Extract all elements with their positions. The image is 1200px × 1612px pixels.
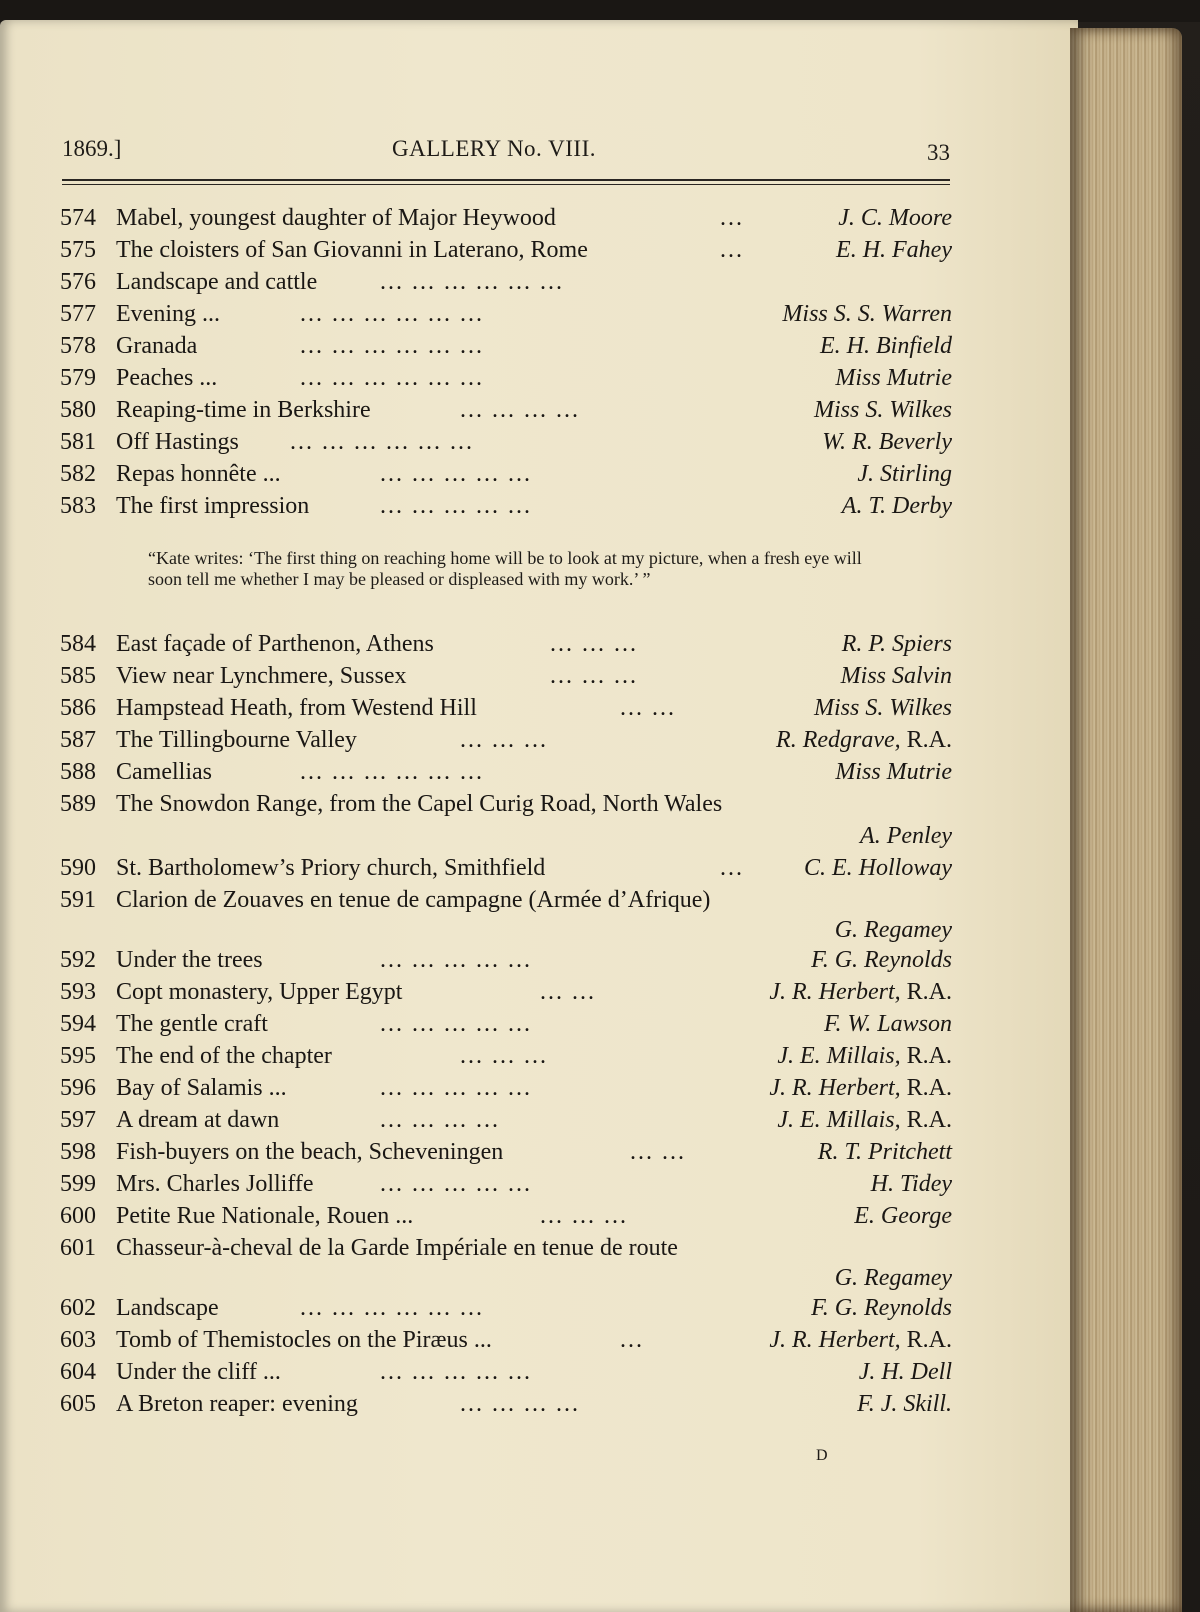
entry-artist: [871, 1168, 952, 1200]
leader-dots: ... ... ...: [550, 631, 638, 657]
leader-dots: ... ... ... ... ... ...: [380, 269, 564, 295]
leader-dots: ...: [720, 205, 744, 231]
entry-title: Hampstead Heath, from Westend Hill: [116, 695, 477, 721]
leader-dots: ... ... ...: [550, 663, 638, 689]
leader-dots: ... ... ... ... ... ...: [300, 1295, 484, 1321]
artist-name: J. R. Herbert,: [769, 1075, 901, 1101]
catalogue-entry: [60, 628, 952, 660]
artist-name: H. Tidey: [870, 1171, 952, 1197]
artist-name: C. E. Holloway: [804, 855, 952, 881]
entry-artist: [841, 660, 952, 692]
entry-title: Tomb of Themistocles on the Piræus ...: [116, 1327, 492, 1353]
entry-number: 605: [60, 1391, 96, 1417]
entry-number: 603: [60, 1327, 96, 1353]
entry-artist: [804, 852, 952, 884]
entry-title: Evening ...: [116, 301, 220, 327]
book-top-edge: [0, 0, 1200, 22]
quotation-note: “Kate writes: ‘The first thing on reaching home will be to look at my picture, when a fresh eye will soon tell me whether I may be pleased or displeased with my work.’ ”: [148, 548, 862, 589]
entry-number: 574: [60, 205, 96, 231]
artist-suffix: R.A.: [900, 727, 952, 753]
entry-title: Mrs. Charles Jolliffe: [116, 1171, 314, 1197]
catalogue-entry: [60, 976, 952, 1008]
catalogue-entry: [60, 788, 952, 820]
catalogue-entry: [60, 1356, 952, 1388]
entry-number: 576: [60, 269, 96, 295]
artist-suffix: R.A.: [900, 1107, 952, 1133]
entry-artist: [835, 756, 952, 788]
leader-dots: ... ... ... ... ...: [380, 461, 532, 487]
leader-dots: ... ... ... ... ... ...: [300, 333, 484, 359]
artist-name: J. E. Millais,: [777, 1107, 901, 1133]
entry-title: The Tillingbourne Valley: [116, 727, 357, 753]
leader-dots: ... ... ... ... ...: [380, 1171, 532, 1197]
leader-dots: ... ... ...: [460, 727, 548, 753]
entry-number: 581: [60, 429, 96, 455]
catalogue-entry: [60, 1040, 952, 1072]
artist-name: Miss S. Wilkes: [814, 695, 952, 721]
leader-dots: ... ...: [630, 1139, 686, 1165]
entry-artist-wrapped: A. Penley: [860, 823, 952, 849]
artist-name: E. George: [854, 1203, 952, 1229]
artist-suffix: R.A.: [900, 979, 952, 1005]
leader-dots: ...: [720, 855, 744, 881]
entry-artist: [814, 692, 952, 724]
catalogue-entry: [60, 1388, 952, 1420]
artist-name: F. J. Skill.: [857, 1391, 952, 1417]
entry-number: 583: [60, 493, 96, 519]
page-header: [62, 136, 950, 176]
catalogue-entry: [60, 1232, 952, 1264]
entry-number: 582: [60, 461, 96, 487]
catalogue-entry: [60, 852, 952, 884]
entry-number: 592: [60, 947, 96, 973]
catalogue-entry: [60, 458, 952, 490]
entry-artist: [777, 1104, 952, 1136]
entry-artist: [769, 976, 952, 1008]
entry-artist: W. R. Beverly: [822, 429, 952, 455]
entry-number: 590: [60, 855, 96, 881]
artist-name: R. T. Pritchett: [817, 1139, 952, 1165]
running-head-year: 1869.]: [62, 136, 122, 161]
entry-number: 595: [60, 1043, 96, 1069]
entry-title: Off Hastings: [116, 429, 239, 455]
entry-number: 596: [60, 1075, 96, 1101]
artist-name: F. G. Reynolds: [811, 1295, 952, 1321]
entry-artist: [769, 1072, 952, 1104]
entry-title: Mabel, youngest daughter of Major Heywood: [116, 205, 556, 231]
leader-dots: ... ... ... ...: [460, 1391, 580, 1417]
entry-number: 597: [60, 1107, 96, 1133]
entry-title: East façade of Parthenon, Athens: [116, 631, 434, 657]
entry-title: Granada: [116, 333, 198, 359]
leader-dots: ... ... ...: [460, 1043, 548, 1069]
leader-dots: ... ... ... ...: [460, 397, 580, 423]
artist-name: F. G. Reynolds: [811, 947, 952, 973]
entry-artist: [859, 1356, 952, 1388]
entry-artist: E. H. Binfield: [820, 333, 952, 359]
artist-suffix: R.A.: [900, 1075, 952, 1101]
entry-number: 587: [60, 727, 96, 753]
leader-dots: ... ... ... ... ... ...: [300, 759, 484, 785]
artist-name: Miss Mutrie: [835, 759, 952, 785]
catalogue-entry: [60, 1168, 952, 1200]
leader-dots: ... ... ...: [540, 1203, 628, 1229]
entry-artist: [769, 1324, 952, 1356]
entry-artist: A. T. Derby: [841, 493, 952, 519]
entry-number: 586: [60, 695, 96, 721]
artist-name: J. R. Herbert,: [769, 1327, 901, 1353]
entry-artist: [857, 1388, 952, 1420]
artist-name: Miss Salvin: [840, 663, 952, 689]
entry-number: 593: [60, 979, 96, 1005]
entry-artist: E. H. Fahey: [836, 237, 952, 263]
entry-title: A dream at dawn: [116, 1107, 280, 1133]
entry-artist: [777, 1040, 952, 1072]
entry-artist: [811, 1292, 952, 1324]
catalogue-entry: [60, 756, 952, 788]
entry-number: 580: [60, 397, 96, 423]
entry-number: 598: [60, 1139, 96, 1165]
entry-number: 584: [60, 631, 96, 657]
catalogue-entry: [60, 1136, 952, 1168]
catalogue-entry: [60, 1292, 952, 1324]
entry-number: 599: [60, 1171, 96, 1197]
catalogue-entry: [60, 266, 952, 298]
entry-number: 602: [60, 1295, 96, 1321]
entry-number: 579: [60, 365, 96, 391]
signature-mark: D: [816, 1447, 828, 1464]
catalogue-entry: [60, 490, 952, 522]
entry-title: The gentle craft: [116, 1011, 268, 1037]
entry-artist: [824, 1008, 952, 1040]
entry-artist: J. Stirling: [857, 461, 952, 487]
entry-number: 588: [60, 759, 96, 785]
catalogue-entry: [60, 1200, 952, 1232]
leader-dots: ... ... ... ... ... ...: [290, 429, 474, 455]
artist-suffix: R.A.: [900, 1043, 952, 1069]
entry-artist: [776, 724, 952, 756]
artist-name: J. R. Herbert,: [769, 979, 901, 1005]
entry-number: 575: [60, 237, 96, 263]
artist-name: R. Redgrave,: [776, 727, 901, 753]
entry-title: St. Bartholomew’s Priory church, Smithfield: [116, 855, 546, 881]
artist-name: R. P. Spiers: [841, 631, 952, 657]
entry-artist: [842, 628, 952, 660]
catalogue-entry: [60, 692, 952, 724]
entry-artist-wrapped: G. Regamey: [834, 917, 952, 943]
leader-dots: ... ... ... ...: [380, 1107, 500, 1133]
entry-title: Landscape: [116, 1295, 219, 1321]
entry-number: 585: [60, 663, 96, 689]
page-fore-edge: [1070, 28, 1182, 1612]
entry-title: A Breton reaper: evening: [116, 1391, 358, 1417]
entry-title: Under the cliff ...: [116, 1359, 281, 1385]
entry-title: The Snowdon Range, from the Capel Curig Road, North Wales: [116, 791, 723, 817]
leader-dots: ... ... ... ... ...: [380, 493, 532, 519]
entry-title: Peaches ...: [116, 365, 218, 391]
leader-dots: ... ... ... ... ...: [380, 1075, 532, 1101]
entry-artist: [818, 1136, 952, 1168]
catalogue-entry: [60, 202, 952, 234]
entry-title: View near Lynchmere, Sussex: [116, 663, 407, 689]
entry-title: Clarion de Zouaves en tenue de campagne (Armée d’Afrique): [116, 887, 711, 913]
entry-title: Chasseur-à-cheval de la Garde Impériale en tenue de route: [116, 1235, 678, 1261]
leader-dots: ...: [720, 237, 744, 263]
catalogue-entry: [60, 234, 952, 266]
entry-artist: J. C. Moore: [838, 205, 952, 231]
leader-dots: ... ... ... ... ... ...: [300, 365, 484, 391]
entry-artist: Miss Mutrie: [835, 365, 952, 391]
entry-title: Reaping-time in Berkshire: [116, 397, 371, 423]
entry-artist: Miss S. S. Warren: [782, 301, 952, 327]
entry-artist: [854, 1200, 952, 1232]
catalogue-entry: [60, 724, 952, 756]
header-rule-thick: [62, 179, 950, 181]
entry-number: 601: [60, 1235, 96, 1261]
header-rule-thin: [62, 184, 950, 185]
entry-artist: [811, 944, 952, 976]
artist-suffix: R.A.: [900, 1327, 952, 1353]
entry-title: Petite Rue Nationale, Rouen ...: [116, 1203, 414, 1229]
entry-title: The end of the chapter: [116, 1043, 332, 1069]
entry-number: 578: [60, 333, 96, 359]
catalogue-entry: [60, 298, 952, 330]
leader-dots: ...: [620, 1327, 644, 1353]
entry-title: Under the trees: [116, 947, 263, 973]
entry-title: Bay of Salamis ...: [116, 1075, 287, 1101]
entry-number: 591: [60, 887, 96, 913]
catalogue-entry: [60, 330, 952, 362]
catalogue-entry: [60, 394, 952, 426]
entry-artist: Miss S. Wilkes: [814, 397, 952, 423]
artist-name: F. W. Lawson: [823, 1011, 952, 1037]
entry-number: 589: [60, 791, 96, 817]
catalogue-entry: [60, 1008, 952, 1040]
entry-number: 604: [60, 1359, 96, 1385]
entry-title: The cloisters of San Giovanni in Laterano, Rome: [116, 237, 588, 263]
catalogue-entry: [60, 660, 952, 692]
catalogue-entry: [60, 944, 952, 976]
entry-title: Repas honnête ...: [116, 461, 281, 487]
catalogue-entry: [60, 1104, 952, 1136]
artist-name: J. H. Dell: [858, 1359, 952, 1385]
entry-number: 594: [60, 1011, 96, 1037]
catalogue-entry: [60, 362, 952, 394]
entry-title: Landscape and cattle: [116, 269, 318, 295]
entry-number: 577: [60, 301, 96, 327]
entry-title: Camellias: [116, 759, 212, 785]
entry-title: The first impression: [116, 493, 310, 519]
leader-dots: ... ... ... ... ...: [380, 947, 532, 973]
page-number: 33: [927, 140, 950, 165]
leader-dots: ... ... ... ... ...: [380, 1011, 532, 1037]
catalogue-entry: [60, 1072, 952, 1104]
leader-dots: ... ... ... ... ...: [380, 1359, 532, 1385]
running-head-gallery: GALLERY No. VIII.: [392, 136, 596, 161]
catalogue-entry: [60, 426, 952, 458]
leader-dots: ... ...: [540, 979, 596, 1005]
leader-dots: ... ...: [620, 695, 676, 721]
artist-name: J. E. Millais,: [777, 1043, 901, 1069]
catalogue-entry: [60, 884, 952, 916]
entry-title: Fish-buyers on the beach, Scheveningen: [116, 1139, 504, 1165]
entry-number: 600: [60, 1203, 96, 1229]
entry-title: Copt monastery, Upper Egypt: [116, 979, 403, 1005]
catalogue-entry: [60, 1324, 952, 1356]
leader-dots: ... ... ... ... ... ...: [300, 301, 484, 327]
entry-artist-wrapped: G. Regamey: [834, 1265, 952, 1291]
